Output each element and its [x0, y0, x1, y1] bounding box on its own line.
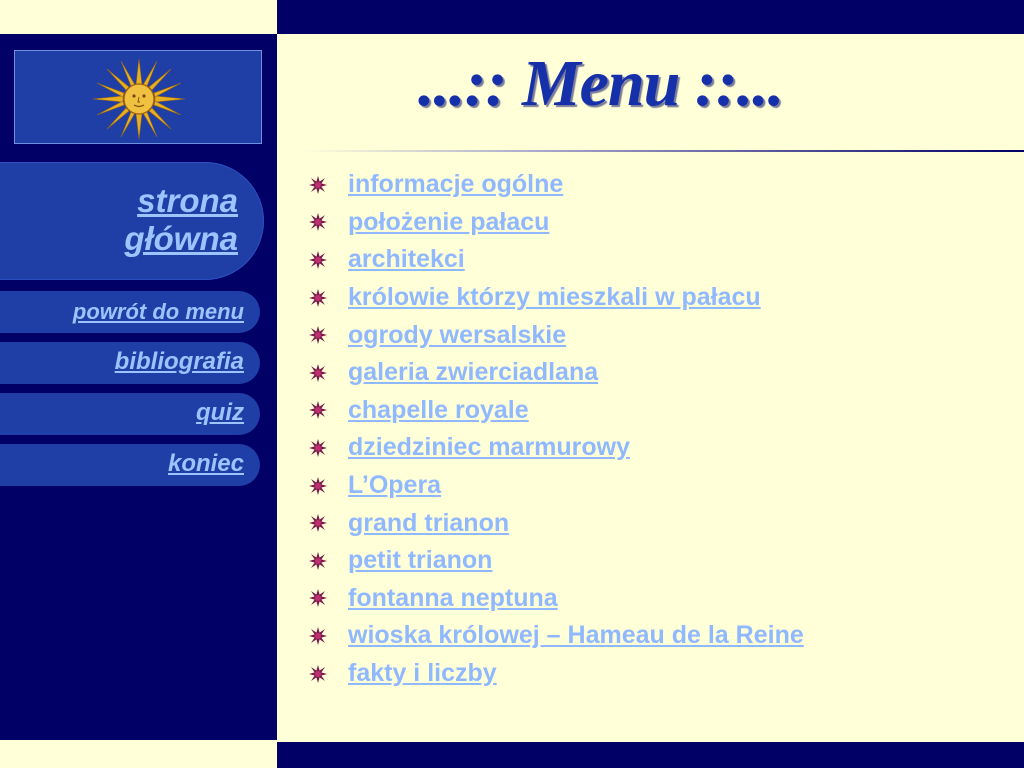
- sunburst-bullet-icon: [308, 664, 328, 684]
- sunburst-bullet-icon: [308, 212, 328, 232]
- sunburst-bullet-icon: [308, 588, 328, 608]
- menu-link[interactable]: królowie którzy mieszkali w pałacu: [348, 283, 761, 312]
- menu-list-item: [308, 166, 804, 204]
- menu-list-item: [308, 354, 804, 392]
- frame-top-band: [277, 0, 1024, 34]
- menu-list-item: [308, 617, 804, 655]
- menu-link[interactable]: położenie pałacu: [348, 207, 550, 236]
- menu-link[interactable]: chapelle royale: [348, 395, 529, 424]
- menu-link[interactable]: grand trianon: [348, 508, 510, 537]
- menu-link[interactable]: galeria zwierciadlana: [348, 358, 599, 387]
- sunburst-bullet-icon: [308, 626, 328, 646]
- menu-link[interactable]: ogrody wersalskie: [348, 320, 567, 349]
- menu-link[interactable]: wioska królowej – Hameau de la Reine: [348, 621, 804, 650]
- home-link-line2: główna: [124, 220, 238, 257]
- menu-list-item: [308, 204, 804, 242]
- sunburst-bullet-icon: [308, 363, 328, 383]
- frame-corner-top-left: [0, 0, 277, 34]
- sunburst-bullet-icon: [308, 175, 328, 195]
- menu-list-item: [308, 279, 804, 317]
- nav-pill-quiz: [0, 393, 260, 435]
- home-link[interactable]: [124, 182, 238, 258]
- sunburst-bullet-icon: [308, 476, 328, 496]
- sunburst-bullet-icon: [308, 551, 328, 571]
- sunburst-bullet-icon: [308, 513, 328, 533]
- menu-list-item: [308, 580, 804, 618]
- sunburst-bullet-icon: [308, 325, 328, 345]
- sunburst-bullet-icon: [308, 400, 328, 420]
- menu-list-item: [308, 467, 804, 505]
- menu-link[interactable]: architekci: [348, 245, 465, 274]
- menu-list-item: [308, 542, 804, 580]
- logo-panel: [14, 50, 262, 144]
- menu-list-item: [308, 429, 804, 467]
- bibliography-link[interactable]: bibliografia: [114, 348, 244, 375]
- menu-link[interactable]: fontanna neptuna: [348, 583, 558, 612]
- sunburst-bullet-icon: [308, 438, 328, 458]
- sunburst-bullet-icon: [308, 250, 328, 270]
- end-link[interactable]: koniec: [167, 450, 244, 477]
- title-divider: [303, 150, 1024, 152]
- menu-link[interactable]: L’Opera: [348, 471, 442, 500]
- menu-link[interactable]: fakty i liczby: [348, 659, 497, 688]
- page-title: ...:: Menu ::...: [418, 47, 784, 120]
- nav-pill-end: [0, 444, 260, 486]
- frame-bottom-band: [277, 742, 1024, 768]
- menu-list-item: [308, 316, 804, 354]
- menu-list-item: [308, 504, 804, 542]
- menu-list-item: [308, 655, 804, 693]
- home-link-line1: strona: [137, 182, 238, 219]
- frame-corner-bottom-left: [0, 740, 277, 768]
- back-to-menu-link[interactable]: powrót do menu: [72, 299, 244, 324]
- menu-list-item: [308, 241, 804, 279]
- nav-pill-back-to-menu: [0, 291, 260, 333]
- sunburst-bullet-icon: [308, 288, 328, 308]
- menu-link[interactable]: informacje ogólne: [348, 170, 564, 199]
- sun-king-emblem-icon: [87, 57, 191, 141]
- menu-list: [308, 166, 804, 692]
- menu-link[interactable]: dziedziniec marmurowy: [348, 433, 631, 462]
- menu-list-item: [308, 392, 804, 430]
- home-nav-pill: [0, 162, 264, 280]
- nav-pill-bibliography: [0, 342, 260, 384]
- quiz-link[interactable]: quiz: [196, 399, 244, 426]
- menu-link[interactable]: petit trianon: [348, 546, 493, 575]
